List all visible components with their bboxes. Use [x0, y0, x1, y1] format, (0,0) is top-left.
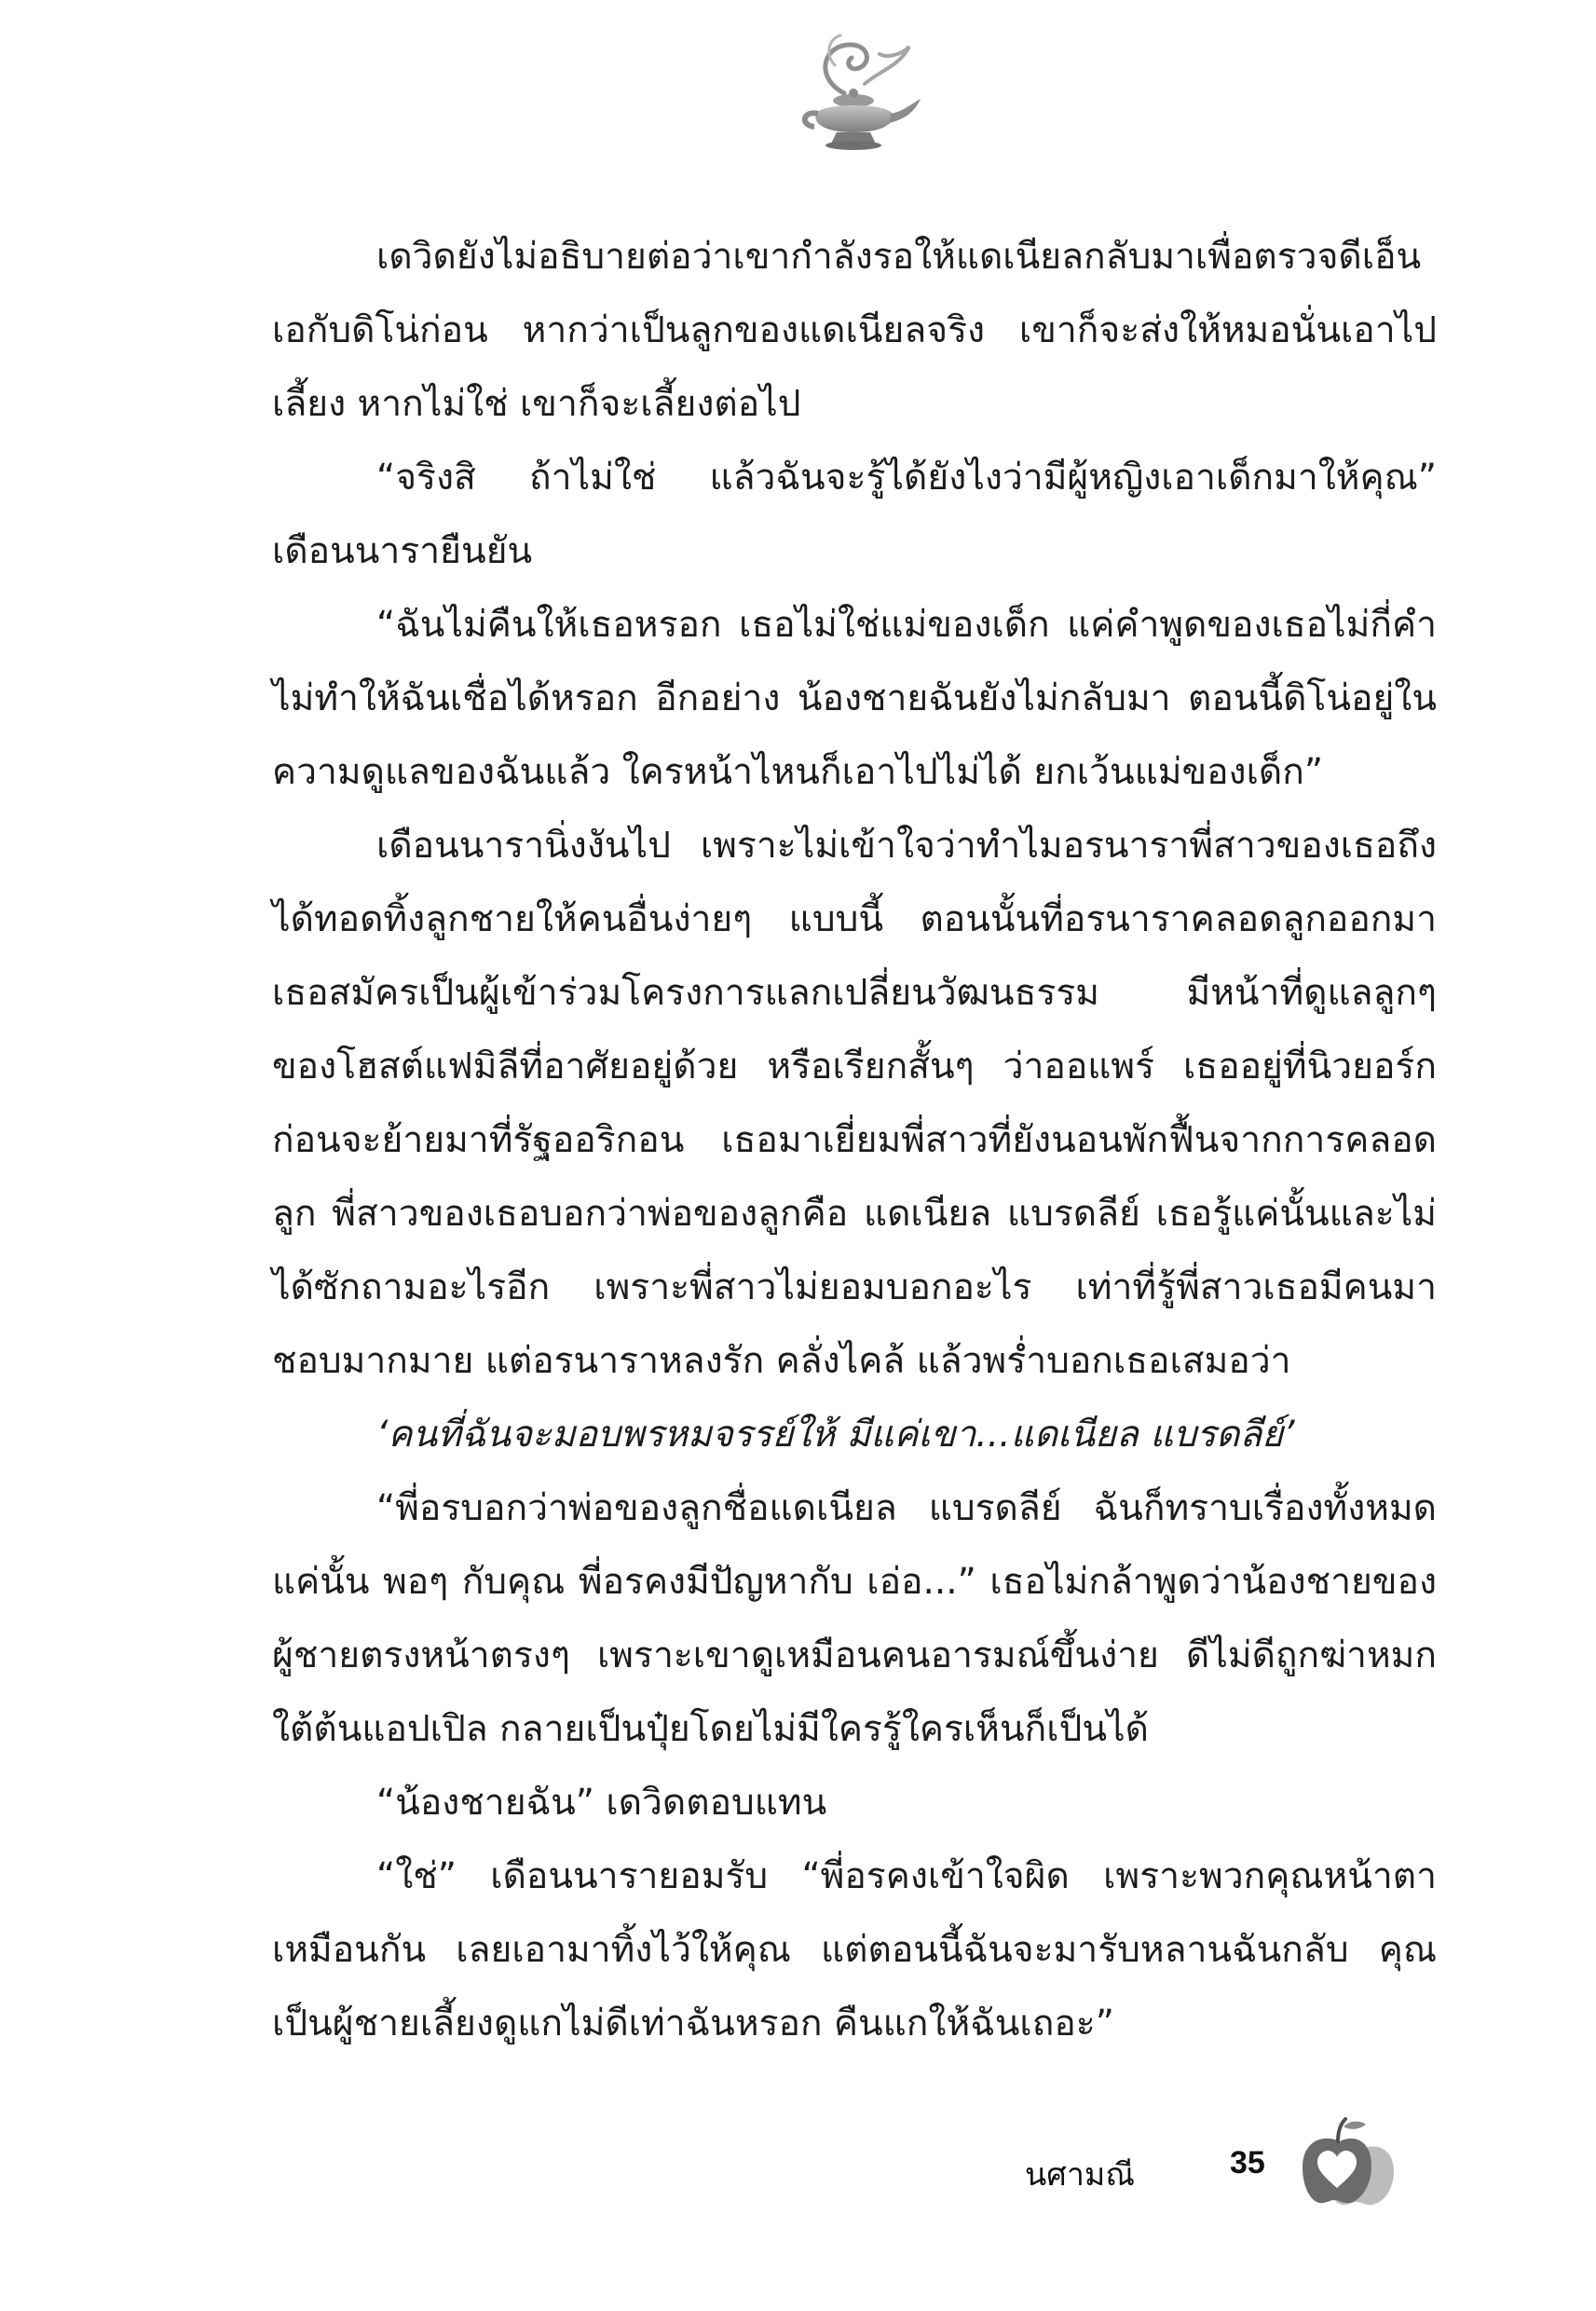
page-footer [1025, 2113, 1416, 2225]
paragraph: “ใช่” เดือนนารายอมรับ “พี่อรคงเข้าใจผิด เพราะพวกคุณหน้าตาเหมือนกัน เลยเอามาทิ้งไว้ให้คุณ แต่ตอนนี้ฉันจะมารับหลานฉันกลับ คุณเป็นผู้ชายเลี้ยงดูแกไม่ดีเท่าฉันหรอก คืนแกให้ฉันเถอะ” [272, 1855, 1437, 2044]
paragraph: “ฉันไม่คืนให้เธอหรอก เธอไม่ใช่แม่ของเด็ก แค่คำพูดของเธอไม่กี่คำไม่ทำให้ฉันเชื่อได้หรอก อีกอย่าง น้องชายฉันยังไม่กลับมา ตอนนี้ดิโน่อยู่ในความดูแลของฉันแล้ว ใครหน้าไหนก็เอาไปไม่ได้ ยกเว้นแม่ของเด็ก” [272, 604, 1437, 793]
paragraph: “พี่อรบอกว่าพ่อของลูกชื่อแดเนียล แบรดลีย์ ฉันก็ทราบเรื่องทั้งหมดแค่นั้น พอๆ กับคุณ พี่อรคงมีปัญหากับ เอ่อ...” เธอไม่กล้าพูดว่าน้องชายของผู้ชายตรงหน้าตรงๆ เพราะเขาดูเหมือนคนอารมณ์ขึ้นง่าย ดีไม่ดีถูกฆ่าหมกใต้ต้นแอปเปิล กลายเป็นปุ๋ยโดยไม่มีใครรู้ใครเห็นก็เป็นได้ [272, 1487, 1437, 1750]
paragraph: เดวิดยังไม่อธิบายต่อว่าเขากำลังรอให้แดเนียลกลับมาเพื่อตรวจดีเอ็นเอกับดิโน่ก่อน หากว่าเป็นลูกของแดเนียลจริง เขาก็จะส่งให้หมอนั่นเอาไปเลี้ยง หากไม่ใช่ เขาก็จะเลี้ยงต่อไป [272, 236, 1437, 425]
paragraph: “น้องชายฉัน” เดวิดตอบแทน [376, 1782, 827, 1824]
page-number: 35 [1230, 2145, 1265, 2181]
author-name: นศามณี [1025, 2156, 1135, 2194]
body-text [272, 220, 1437, 2060]
genie-lamp-ornament-icon [779, 28, 928, 158]
apple-heart-icon [1301, 2113, 1403, 2216]
paragraph: เดือนนารานิ่งงันไป เพราะไม่เข้าใจว่าทำไมอรนาราพี่สาวของเธอถึงได้ทอดทิ้งลูกชายให้คนอื่นง่ายๆ แบบนี้ ตอนนั้นที่อรนาราคลอดลูกออกมา เธอสมัครเป็นผู้เข้าร่วมโครงการแลกเปลี่ยนวัฒนธรรม มีหน้าที่ดูแลลูกๆ ของโฮสต์แฟมิลีที่อาศัยอยู่ด้วย หรือเรียกสั้นๆ ว่าออแพร์ เธออยู่ที่นิวยอร์กก่อนจะย้ายมาที่รัฐออริกอน เธอมาเยี่ยมพี่สาวที่ยังนอนพักฟื้นจากการคลอดลูก พี่สาวของเธอบอกว่าพ่อของลูกคือ แดเนียล แบรดลีย์ เธอรู้แค่นั้นและไม่ได้ซักถามอะไรอีก เพราะพี่สาวไม่ยอมบอกอะไร เท่าที่รู้พี่สาวเธอมีคนมาชอบมากมาย แต่อรนาราหลงรัก คลั่งไคล้ แล้วพร่ำบอกเธอเสมอว่า [272, 825, 1437, 1382]
italic-quote-paragraph: ‘คนที่ฉันจะมอบพรหมจรรย์ให้ มีแค่เขา...แดเนียล แบรดลีย์’ [376, 1414, 1295, 1456]
paragraph: “จริงสิ ถ้าไม่ใช่ แล้วฉันจะรู้ได้ยังไงว่ามีผู้หญิงเอาเด็กมาให้คุณ” เดือนนารายืนยัน [272, 457, 1437, 572]
